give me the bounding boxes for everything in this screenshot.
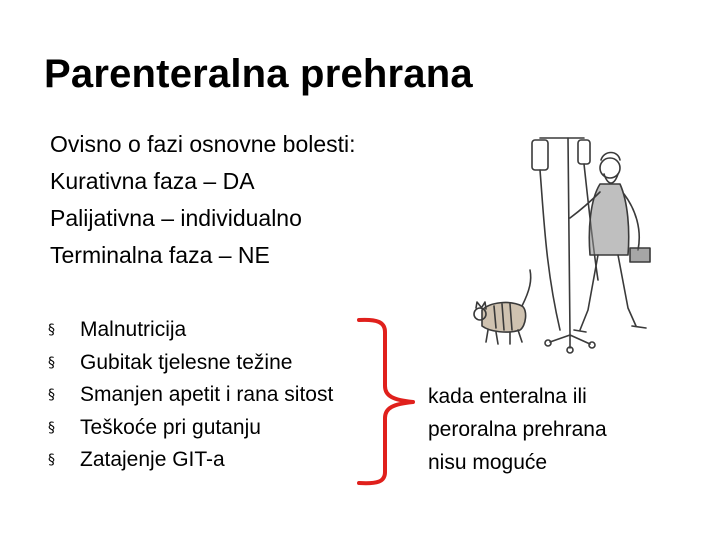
slide-title: Parenteralna prehrana — [44, 52, 473, 96]
list-item — [48, 347, 333, 380]
list-item — [48, 314, 333, 347]
list-item-label: Teškoće pri gutanju — [80, 415, 261, 439]
list-item-label: Gubitak tjelesne težine — [80, 350, 293, 374]
list-item-label: Zatajenje GIT-a — [80, 448, 225, 471]
note-line: nisu moguće — [428, 451, 548, 474]
bullet-icon: § — [48, 322, 55, 338]
list-item-label: Smanjen apetit i rana sitost — [80, 383, 334, 406]
phase-intro: Ovisno o fazi osnovne bolesti: — [50, 131, 356, 157]
list-item — [48, 412, 333, 445]
red-brace-icon — [355, 316, 425, 488]
bullet-icon: § — [48, 419, 55, 436]
phase-curative: Kurativna faza – DA — [50, 168, 255, 194]
note-line: peroralna prehrana — [428, 418, 607, 441]
list-item — [48, 444, 333, 477]
bullet-icon: § — [48, 387, 55, 403]
phase-terminal: Terminalna faza – NE — [50, 242, 270, 268]
indication-list — [48, 314, 333, 477]
bullet-icon: § — [48, 452, 55, 468]
note-line: kada enteralna ili — [428, 385, 587, 408]
list-item-label: Malnutricija — [80, 318, 187, 341]
phase-list — [50, 126, 356, 274]
bullet-icon: § — [48, 354, 55, 371]
phase-palliative: Palijativna – individualno — [50, 205, 302, 231]
iv-stand-walker-illustration — [460, 130, 680, 370]
list-item — [48, 379, 333, 412]
brace-note — [428, 380, 607, 479]
